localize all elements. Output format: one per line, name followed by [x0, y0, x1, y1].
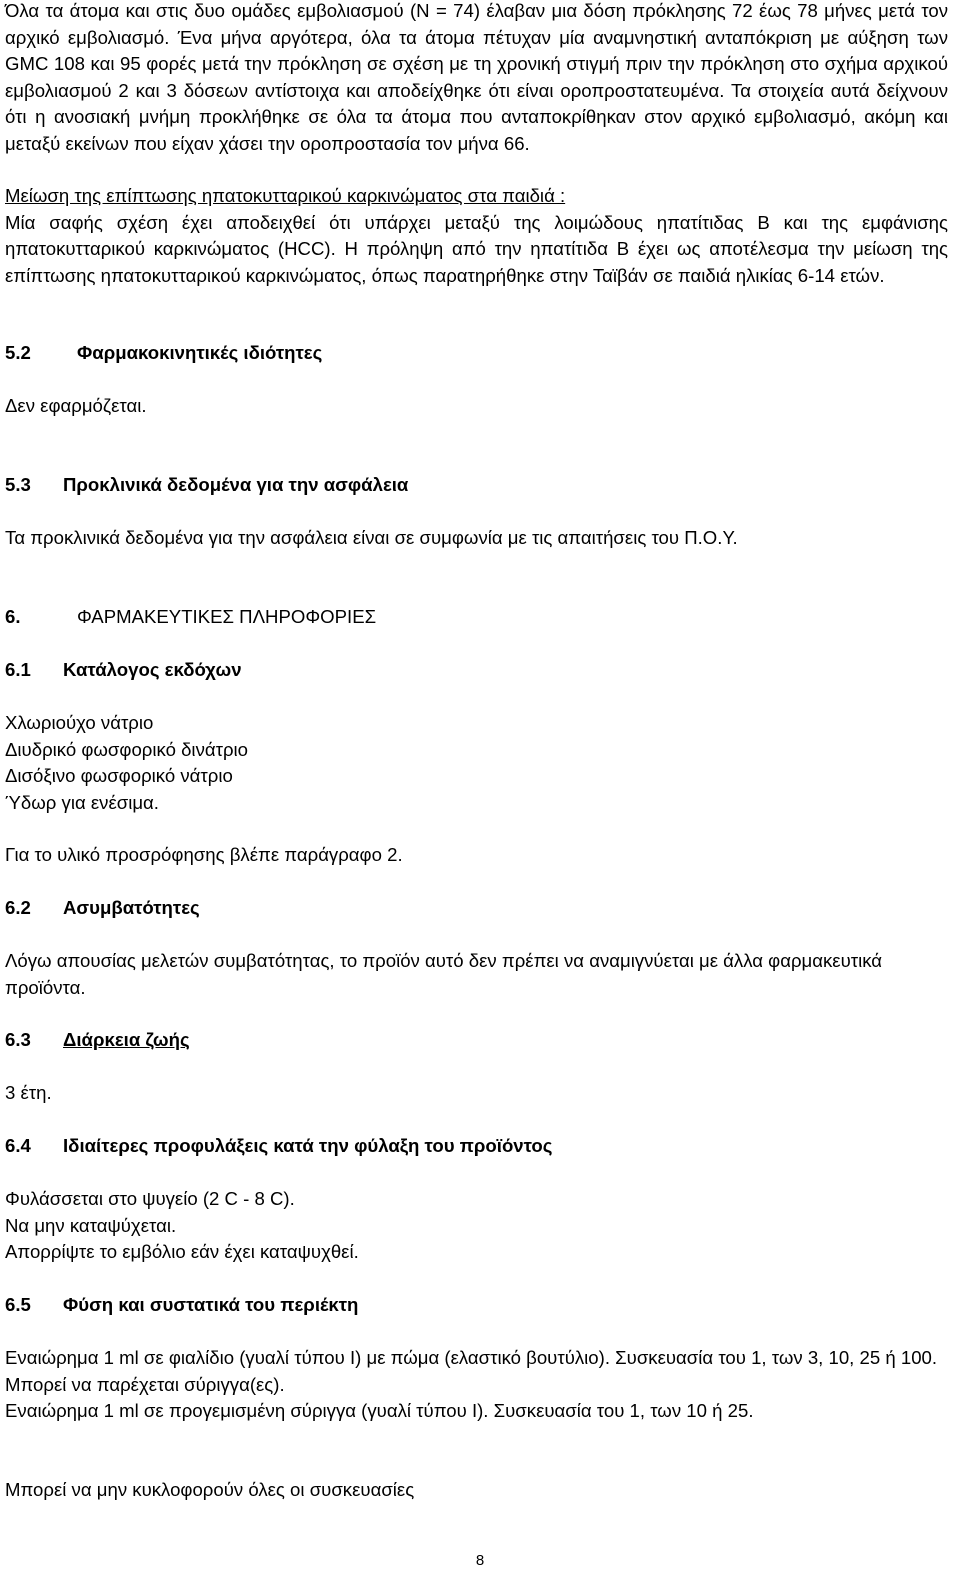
section-6-4-heading: [5, 1133, 552, 1160]
section-title: Φύση και συστατικά του περιέκτη: [63, 1294, 359, 1315]
storage-lines: [5, 1186, 359, 1266]
hcc-block: [5, 183, 948, 289]
section-number: 6.3: [5, 1029, 31, 1050]
container-line: Εναιώρημα 1 ml σε προγεμισμένη σύριγγα (γυαλί τύπου Ι). Συσκευασία του 1, των 10 ή 25.: [5, 1400, 754, 1421]
section-number: 5.3: [5, 474, 31, 495]
section-6-3-heading: [5, 1027, 190, 1054]
section-title: Ιδιαίτερες προφυλάξεις κατά την φύλαξη του προϊόντος: [63, 1135, 553, 1156]
storage-line: Φυλάσσεται στο ψυγείο (2 C - 8 C).: [5, 1188, 295, 1209]
section-6-heading: [5, 604, 376, 631]
section-number: 6.1: [5, 659, 31, 680]
list-item: Δισόξινο φωσφορικό νάτριο: [5, 765, 233, 786]
container-lines: [5, 1345, 948, 1425]
section-5-3-heading: [5, 472, 408, 499]
section-6-3-text: 3 έτη.: [5, 1082, 52, 1103]
section-6-5-heading: [5, 1292, 358, 1319]
list-item: Ύδωρ για ενέσιμα.: [5, 791, 159, 813]
section-title: Φαρμακοκινητικές ιδιότητες: [77, 342, 323, 363]
section-number: 6.2: [5, 897, 31, 918]
intro-paragraph: Όλα τα άτομα και στις δυο ομάδες εμβολιασμού (Ν = 74) έλαβαν μια δόση πρόκλησης 72 έως 78 μήνες μετά τον αρχικό εμβολιασμό. Ένα μήνα αργότερα, όλα τα άτομα πέτυχαν μία αναμνηστική ανταπόκριση με αύξηση των GMC 108 και 95 φορές μετά την πρόκληση σε σχέση με τη χρονική στιγμή πριν την πρόκληση στο σχήμα αρχικού εμβολιασμού 2 και 3 δόσεων αντίστοιχα και αποδείχθηκε ότι είναι οροπροστατευμένα. Τα στοιχεία αυτά δείχνουν ότι η ανοσιακή μνήμη προκλήθηκε σε όλα τα άτομα που ανταποκρίθηκαν στον αρχικό εμβολιασμό, ακόμη και μεταξύ εκείνων που είχαν χάσει την οροπροστασία τον μήνα 66.: [5, 0, 948, 154]
section-number: 6.5: [5, 1294, 31, 1315]
section-title: ΦΑΡΜΑΚΕΥΤΙΚΕΣ ΠΛΗΡΟΦΟΡΙΕΣ: [77, 606, 377, 627]
hcc-heading: Μείωση της επίπτωσης ηπατοκυτταρικού καρκινώματος στα παιδιά :: [5, 185, 566, 206]
hcc-paragraph: Μία σαφής σχέση έχει αποδειχθεί ότι υπάρχει μεταξύ της λοιμώδους ηπατίτιδας Β και της εμφάνισης ηπατοκυτταρικού καρκινώματος (HCC). Η πρόληψη από την ηπατίτιδα Β έχει ως αποτέλεσμα την μείωση της επίπτωσης ηπατοκυτταρικού καρκινώματος, όπως παρατηρήθηκε στην Ταϊβάν σε παιδιά ηλικίας 6-14 ετών.: [5, 211, 948, 286]
list-item: Διυδρικό φωσφορικό δινάτριο: [5, 738, 249, 760]
section-6-2-text: Λόγω απουσίας μελετών συμβατότητας, το προϊόν αυτό δεν πρέπει να αναμιγνύεται με άλλα φαρμακευτικά προϊόντα.: [5, 950, 883, 998]
section-5-3-text: Τα προκλινικά δεδομένα για την ασφάλεια είναι σε συμφωνία με τις απαιτήσεις του Π.Ο.Υ.: [5, 527, 738, 548]
section-title: Προκλινικά δεδομένα για την ασφάλεια: [63, 474, 409, 495]
container-line: Εναιώρημα 1 ml σε φιαλίδιο (γυαλί τύπου Ι) με πώμα (ελαστικό βουτύλιο). Συσκευασία του 1, των 3, 10, 25 ή 100.: [5, 1347, 938, 1368]
section-number: 6.: [5, 606, 21, 627]
list-item: Χλωριούχο νάτριο: [5, 712, 154, 733]
page-number: 8: [475, 1552, 485, 1569]
section-6-1-heading: [5, 657, 242, 684]
section-title: Ασυμβατότητες: [63, 897, 200, 918]
section-number: 6.4: [5, 1135, 31, 1156]
section-6-1-note: Για το υλικό προσρόφησης βλέπε παράγραφο 2.: [5, 844, 403, 865]
excipients-list: [5, 710, 248, 816]
section-5-2-text: Δεν εφαρμόζεται.: [5, 395, 147, 416]
section-title: Κατάλογος εκδόχων: [63, 659, 242, 680]
storage-line: Να μην καταψύχεται.: [5, 1214, 177, 1236]
storage-line: Απορρίψτε το εμβόλιο εάν έχει καταψυχθεί.: [5, 1241, 359, 1262]
section-6-2-heading: [5, 895, 200, 922]
section-title: Διάρκεια ζωής: [63, 1029, 190, 1050]
section-5-2-heading: [5, 340, 322, 367]
container-line: Μπορεί να παρέχεται σύριγγα(ες).: [5, 1373, 285, 1395]
section-number: 5.2: [5, 342, 31, 363]
section-6-5-note: Μπορεί να μην κυκλοφορούν όλες οι συσκευασίες: [5, 1479, 415, 1500]
